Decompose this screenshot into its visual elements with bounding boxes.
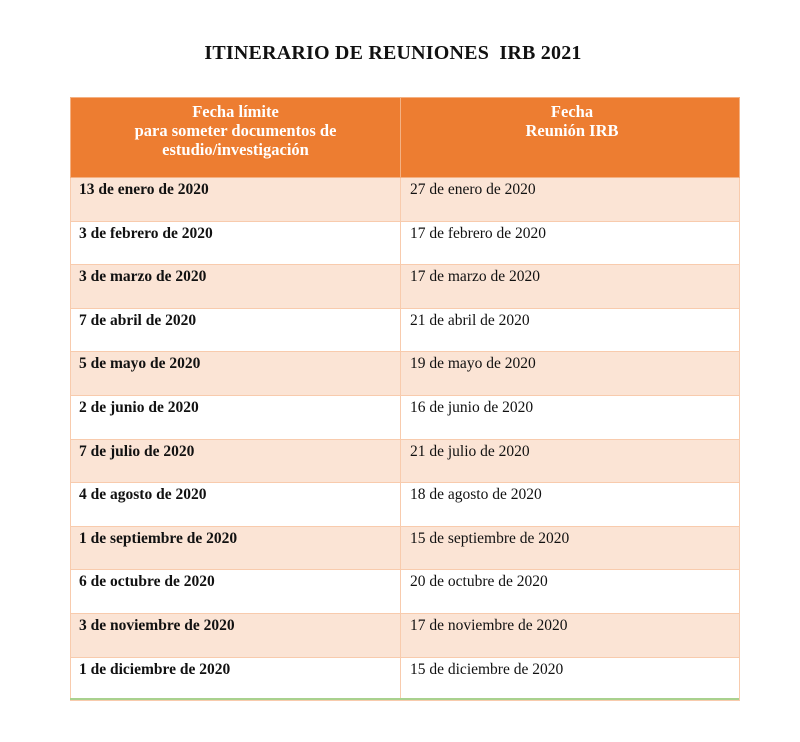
deadline-cell: 2 de junio de 2020 (71, 395, 401, 439)
page-title: ITINERARIO DE REUNIONES IRB 2021 (204, 42, 582, 64)
table-row (71, 613, 740, 657)
deadline-cell: 1 de septiembre de 2020 (71, 526, 401, 570)
deadline-cell: 13 de enero de 2020 (71, 178, 401, 222)
table-row (71, 221, 740, 265)
deadline-cell: 5 de mayo de 2020 (71, 352, 401, 396)
table-row (71, 352, 740, 396)
table-row (71, 308, 740, 352)
deadline-cell: 4 de agosto de 2020 (71, 483, 401, 527)
table-row (71, 483, 740, 527)
header-meeting-date: Fecha Reunión IRB (401, 98, 740, 178)
meeting-cell: 18 de agosto de 2020 (401, 483, 740, 527)
deadline-cell: 6 de octubre de 2020 (71, 570, 401, 614)
deadline-cell: 7 de julio de 2020 (71, 439, 401, 483)
header-row (71, 98, 740, 178)
table-row (71, 395, 740, 439)
meeting-schedule-table (70, 97, 740, 701)
meeting-cell: 16 de junio de 2020 (401, 395, 740, 439)
table-row (71, 178, 740, 222)
deadline-cell: 3 de febrero de 2020 (71, 221, 401, 265)
header-deadline: Fecha límite para someter documentos de estudio/investigación (71, 98, 401, 178)
table-bottom-rule (70, 698, 739, 700)
table-body (71, 178, 740, 701)
deadline-cell: 3 de noviembre de 2020 (71, 613, 401, 657)
deadline-cell: 3 de marzo de 2020 (71, 265, 401, 309)
table-header (71, 98, 740, 178)
meeting-cell: 17 de marzo de 2020 (401, 265, 740, 309)
meeting-cell: 27 de enero de 2020 (401, 178, 740, 222)
table-row (71, 265, 740, 309)
table-row (71, 657, 740, 701)
meeting-cell: 17 de febrero de 2020 (401, 221, 740, 265)
meeting-cell: 21 de abril de 2020 (401, 308, 740, 352)
meeting-cell: 20 de octubre de 2020 (401, 570, 740, 614)
deadline-cell: 1 de diciembre de 2020 (71, 657, 401, 701)
meeting-cell: 19 de mayo de 2020 (401, 352, 740, 396)
table-row (71, 526, 740, 570)
meeting-cell: 21 de julio de 2020 (401, 439, 740, 483)
table-row (71, 570, 740, 614)
table-row (71, 439, 740, 483)
deadline-cell: 7 de abril de 2020 (71, 308, 401, 352)
meeting-cell: 15 de diciembre de 2020 (401, 657, 740, 701)
meeting-cell: 17 de noviembre de 2020 (401, 613, 740, 657)
meeting-cell: 15 de septiembre de 2020 (401, 526, 740, 570)
